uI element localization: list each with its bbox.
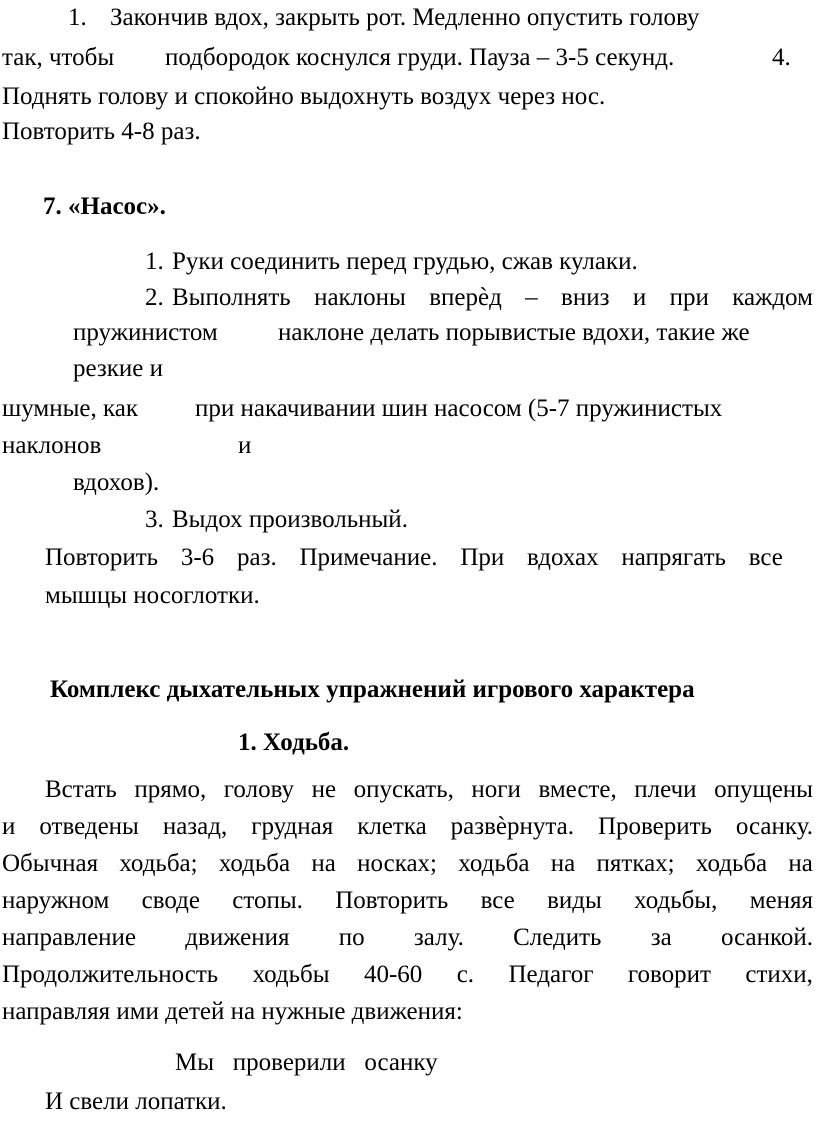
text-line: подбородок коснулся груди. Пауза – 3-5 секунд. — [165, 44, 675, 71]
word: наклоны — [314, 284, 406, 311]
section-title: Комплекс дыхательных упражнений игрового характера — [50, 676, 695, 703]
word: осанку. — [735, 813, 813, 840]
text-line: и — [238, 432, 252, 459]
text-line: вдохов). — [73, 469, 160, 496]
list-number: 1. — [145, 248, 164, 275]
word: вместе, — [538, 776, 617, 803]
word: раз. — [236, 544, 277, 571]
word: по — [338, 924, 365, 951]
word: Педагог — [508, 961, 594, 988]
text-line: направляя ими детей на нужные движения: — [2, 998, 463, 1025]
text-line — [2, 923, 813, 953]
word: носках; — [357, 850, 438, 877]
list-number: 3. — [145, 506, 164, 533]
word: стопы. — [232, 887, 303, 914]
text-line: резкие и — [73, 355, 164, 382]
word: прямо, — [134, 776, 207, 803]
text-line: пружинистом — [73, 319, 218, 346]
text-line: мышцы носоглотки. — [45, 582, 260, 609]
list-number: 1. — [68, 4, 87, 31]
word: и — [2, 813, 16, 840]
word: и — [632, 284, 647, 311]
text-line — [2, 960, 813, 990]
word: ходьба — [695, 850, 768, 877]
word: Примечание. — [299, 544, 438, 571]
section-heading: 7. «Насос». — [43, 193, 166, 220]
poem-line: Мы проверили осанку — [175, 1049, 438, 1076]
word: грудная — [251, 813, 334, 840]
text-line — [45, 543, 783, 573]
word: все — [480, 887, 515, 914]
sub-heading: 1. Ходьба. — [238, 729, 350, 756]
word: напрягать — [621, 544, 726, 571]
text-line: наклонов — [2, 432, 102, 459]
word: клетка — [357, 813, 427, 840]
word: Проверить — [597, 813, 712, 840]
word: меняя — [749, 887, 813, 914]
word: осанкой. — [720, 924, 813, 951]
text-line: Выдох произвольный. — [172, 506, 408, 533]
word: – — [525, 284, 538, 311]
text-line — [2, 849, 813, 879]
text-line — [2, 812, 813, 842]
word: Следить — [513, 924, 602, 951]
word: пятках; — [596, 850, 675, 877]
word: ходьбы, — [634, 887, 718, 914]
text-line: Закончив вдох, закрыть рот. Медленно опустить голову — [110, 4, 700, 31]
word: стихи, — [745, 961, 813, 988]
text-line: так, чтобы — [2, 44, 115, 71]
word: на — [788, 850, 813, 877]
word: залу. — [413, 924, 464, 951]
word: ходьбы — [252, 961, 330, 988]
word: голову — [223, 776, 295, 803]
word: ходьба — [218, 850, 291, 877]
word: наружном — [2, 887, 110, 914]
word: каждом — [732, 284, 813, 311]
word: движения — [185, 924, 290, 951]
text-line: при накачивании шин насосом (5-7 пружинистых — [195, 395, 723, 422]
text-line: наклоне делать порывистые вдохи, такие же — [278, 319, 750, 346]
word: своде — [141, 887, 200, 914]
word: 3-6 — [180, 544, 215, 571]
text-line — [45, 775, 813, 805]
word: говорит — [627, 961, 711, 988]
text-line: шумные, как — [2, 395, 139, 422]
word: все — [748, 544, 783, 571]
word: ноги — [471, 776, 521, 803]
word: отведены — [39, 813, 139, 840]
word: на — [550, 850, 576, 877]
word: вперѐд — [429, 284, 502, 311]
list-number: 4. — [772, 44, 791, 71]
word: опущены — [714, 776, 813, 803]
word: на — [311, 850, 336, 877]
list-number: 2. — [145, 284, 164, 311]
word: с. — [456, 961, 475, 988]
word: Встать — [45, 776, 117, 803]
word: ходьба — [458, 850, 530, 877]
word: за — [650, 924, 672, 951]
word: Выполнять — [172, 284, 291, 311]
text-line: Руки соединить перед грудью, сжав кулаки. — [172, 248, 638, 275]
word: Повторить — [335, 887, 449, 914]
word: Повторить — [45, 544, 159, 571]
word: ходьба; — [119, 850, 198, 877]
text-line: Поднять голову и спокойно выдохнуть воздух через нос. — [2, 83, 606, 110]
word: вниз — [561, 284, 610, 311]
text-line — [172, 283, 813, 313]
text-line — [2, 886, 813, 916]
word: виды — [547, 887, 602, 914]
text-line: Повторить 4-8 раз. — [2, 118, 201, 145]
word: назад, — [162, 813, 228, 840]
word: направление — [2, 924, 137, 951]
word: Продолжительность — [2, 961, 219, 988]
poem-line: И свели лопатки. — [45, 1088, 227, 1115]
word: Обычная — [2, 850, 99, 877]
word: при — [669, 284, 709, 311]
word: вдохах — [527, 544, 599, 571]
word: не — [311, 776, 337, 803]
word: При — [460, 544, 505, 571]
word: опускать, — [353, 776, 454, 803]
word: 40-60 — [363, 961, 423, 988]
word: развѐрнута. — [450, 813, 574, 840]
word: плечи — [634, 776, 697, 803]
